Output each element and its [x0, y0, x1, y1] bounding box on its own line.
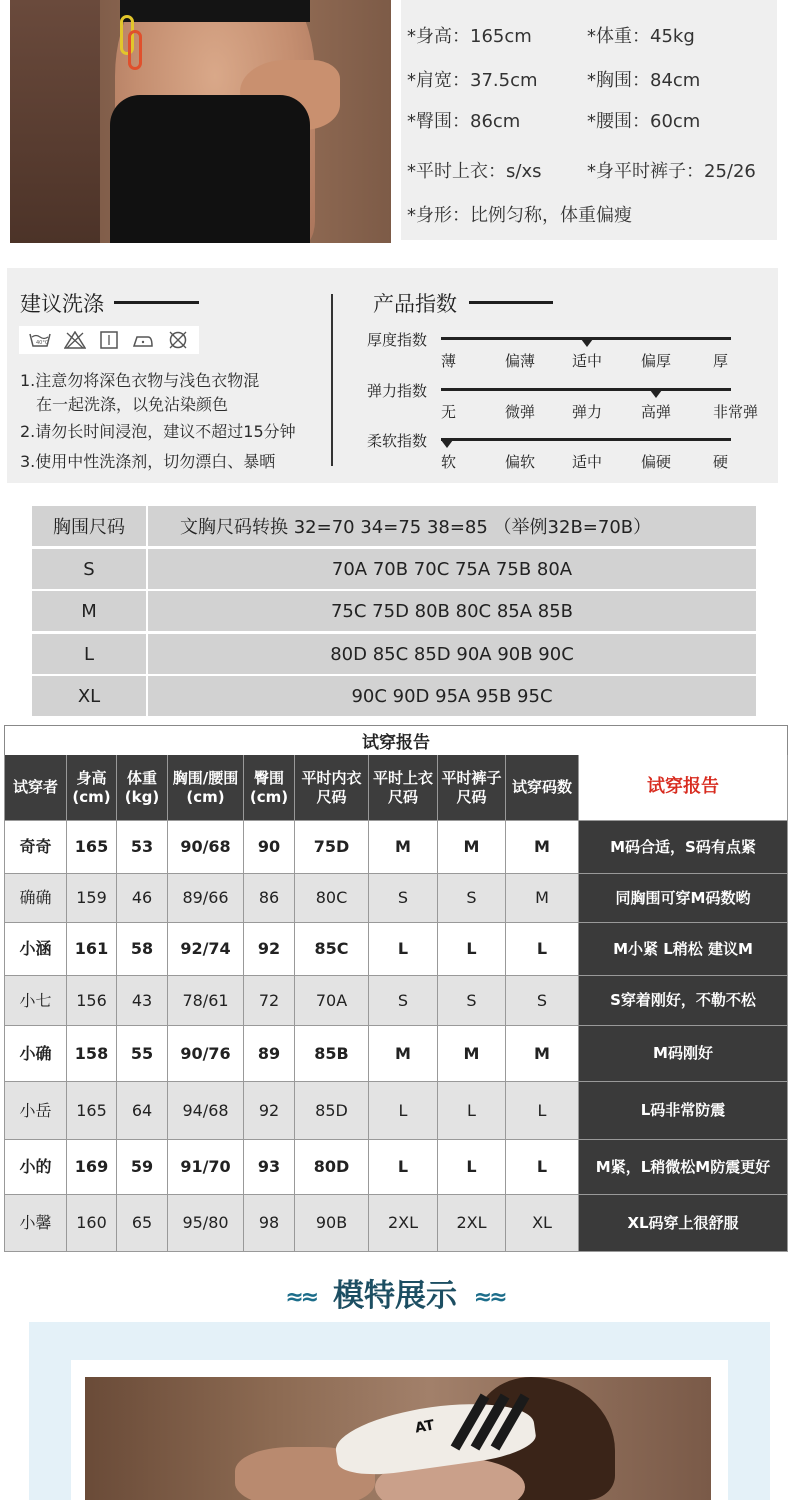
bra-header-size: 胸围尺码 — [32, 506, 146, 546]
softness-option: 适中 — [572, 453, 603, 471]
model-top-size: *平时上衣：s/xs — [407, 161, 542, 182]
header-usual-bra-size: 平时内衣 尺码 — [295, 755, 369, 821]
thickness-option: 偏薄 — [505, 352, 536, 370]
thickness-option: 厚 — [713, 352, 729, 370]
header-tester-bust-waist: 胸围/腰围 (cm) — [168, 755, 244, 821]
tester-weight: 59 — [117, 1140, 168, 1195]
tester-hip: 93 — [244, 1140, 295, 1195]
wave-right-icon: ≈≈ — [473, 1285, 505, 1310]
trial-size: M — [506, 874, 579, 923]
thickness-index-label: 厚度指数 — [367, 331, 428, 349]
tester-name: 小确 — [4, 1026, 67, 1082]
usual-pants-size: 2XL — [438, 1195, 506, 1252]
usual-pants-size: L — [438, 1140, 506, 1195]
tester-height: 165 — [67, 1082, 117, 1140]
model-pants-size: *身平时裤子：25/26 — [587, 161, 756, 182]
thickness-option: 偏厚 — [641, 352, 672, 370]
trial-size: L — [506, 923, 579, 976]
header-trial-note: 试穿报告 — [579, 755, 788, 821]
trial-size: L — [506, 1082, 579, 1140]
trial-size: XL — [506, 1195, 579, 1252]
tester-height: 161 — [67, 923, 117, 976]
bra-header-convert: 文胸尺码转换 32=70 34=75 38=85 （举例32B=70B） — [148, 506, 756, 546]
trial-size: M — [506, 1026, 579, 1082]
usual-bra-size: 90B — [295, 1195, 369, 1252]
no-dry-clean-icon — [167, 331, 189, 349]
tester-height: 169 — [67, 1140, 117, 1195]
trial-note: XL码穿上很舒服 — [579, 1195, 788, 1252]
bra-size-values: 90C 90D 95A 95B 95C — [148, 676, 756, 716]
model-figure: *身形：比例匀称，体重偏瘦 — [407, 205, 632, 226]
visor-logo-text: AT — [413, 1417, 436, 1437]
usual-pants-size: M — [438, 821, 506, 874]
usual-pants-size: S — [438, 976, 506, 1026]
wash-title: 建议洗涤 — [20, 292, 104, 316]
softness-index-bar — [441, 438, 731, 441]
wash-40-icon — [29, 331, 51, 349]
elasticity-index-bar — [441, 388, 731, 391]
tester-name: 小的 — [4, 1140, 67, 1195]
elasticity-index-label: 弹力指数 — [367, 382, 428, 400]
thickness-option: 适中 — [572, 352, 603, 370]
trial-note: M紧，L稍微松M防震更好 — [579, 1140, 788, 1195]
usual-top-size: L — [369, 1140, 438, 1195]
tester-hip: 72 — [244, 976, 295, 1026]
table-row — [30, 676, 758, 716]
usual-top-size: L — [369, 923, 438, 976]
thickness-index-marker — [581, 339, 593, 347]
tester-name: 小涵 — [4, 923, 67, 976]
model-waist: *腰围：60cm — [587, 111, 701, 132]
header-usual-pants-size: 平时裤子 尺码 — [438, 755, 506, 821]
usual-pants-size: L — [438, 923, 506, 976]
elasticity-option: 弹力 — [572, 403, 603, 421]
wash-note-2: 2.请勿长时间浸泡，建议不超过15分钟 — [20, 422, 296, 441]
tester-height: 165 — [67, 821, 117, 874]
trial-note: S穿着刚好，不勒不松 — [579, 976, 788, 1026]
usual-pants-size: S — [438, 874, 506, 923]
tester-bust-waist: 92/74 — [168, 923, 244, 976]
tester-name: 小七 — [4, 976, 67, 1026]
elasticity-option: 高弹 — [641, 403, 672, 421]
softness-index-marker — [441, 440, 453, 448]
elasticity-option: 微弹 — [505, 403, 536, 421]
trial-report-title: 试穿报告 — [4, 725, 788, 755]
usual-bra-size: 85D — [295, 1082, 369, 1140]
trial-note: M码合适，S码有点紧 — [579, 821, 788, 874]
tester-weight: 55 — [117, 1026, 168, 1082]
care-icons — [19, 326, 199, 354]
bra-size-values: 75C 75D 80B 80C 85A 85B — [148, 591, 756, 631]
trial-note: 同胸围可穿M码数哟 — [579, 874, 788, 923]
table-row — [30, 591, 758, 631]
usual-top-size: S — [369, 874, 438, 923]
tumble-dry-icon — [98, 331, 120, 349]
usual-bra-size: 85C — [295, 923, 369, 976]
trial-size: M — [506, 821, 579, 874]
model-height: *身高：165cm — [407, 26, 532, 47]
usual-bra-size: 70A — [295, 976, 369, 1026]
model-hip: *臀围：86cm — [407, 111, 521, 132]
tester-height: 160 — [67, 1195, 117, 1252]
tester-hip: 92 — [244, 923, 295, 976]
softness-index-label: 柔软指数 — [367, 432, 428, 450]
index-title: 产品指数 — [373, 292, 457, 316]
tester-weight: 64 — [117, 1082, 168, 1140]
tester-name: 确确 — [4, 874, 67, 923]
usual-bra-size: 85B — [295, 1026, 369, 1082]
wash-title-underline — [114, 301, 199, 304]
bra-size-label: XL — [32, 676, 146, 716]
panel-divider — [331, 294, 333, 466]
tester-height: 158 — [67, 1026, 117, 1082]
care-index-panel — [7, 268, 778, 483]
tester-height: 156 — [67, 976, 117, 1026]
header-trial-size: 试穿码数 — [506, 755, 579, 821]
model-bust: *胸围：84cm — [587, 70, 701, 91]
bra-size-label: S — [32, 549, 146, 589]
elasticity-option: 无 — [441, 403, 457, 421]
tester-hip: 89 — [244, 1026, 295, 1082]
header-usual-top-size: 平时上衣 尺码 — [369, 755, 438, 821]
usual-bra-size: 80D — [295, 1140, 369, 1195]
usual-bra-size: 80C — [295, 874, 369, 923]
tester-bust-waist: 91/70 — [168, 1140, 244, 1195]
trial-size: L — [506, 1140, 579, 1195]
showcase-title — [0, 1270, 790, 1315]
tester-bust-waist: 90/68 — [168, 821, 244, 874]
tester-hip: 98 — [244, 1195, 295, 1252]
bra-size-label: M — [32, 591, 146, 631]
softness-option: 偏硬 — [641, 453, 672, 471]
usual-top-size: M — [369, 821, 438, 874]
tester-hip: 92 — [244, 1082, 295, 1140]
trial-size: S — [506, 976, 579, 1026]
header-tester-height: 身高 (cm) — [67, 755, 117, 821]
model-info-panel — [401, 0, 777, 240]
usual-bra-size: 75D — [295, 821, 369, 874]
table-row — [30, 549, 758, 589]
tester-bust-waist: 94/68 — [168, 1082, 244, 1140]
model-photo-showcase — [85, 1377, 711, 1500]
bra-size-label: L — [32, 634, 146, 674]
tester-bust-waist: 89/66 — [168, 874, 244, 923]
usual-top-size: 2XL — [369, 1195, 438, 1252]
wash-note-3: 3.使用中性洗涤剂，切勿漂白、暴晒 — [20, 452, 276, 471]
tester-bust-waist: 78/61 — [168, 976, 244, 1026]
showcase-title-text: 模特展示 — [333, 1278, 457, 1314]
usual-top-size: M — [369, 1026, 438, 1082]
usual-pants-size: L — [438, 1082, 506, 1140]
usual-top-size: S — [369, 976, 438, 1026]
header-tester-weight: 体重 (kg) — [117, 755, 168, 821]
bra-size-values: 80D 85C 85D 90A 90B 90C — [148, 634, 756, 674]
thickness-option: 薄 — [441, 352, 457, 370]
trial-note: M小紧 L稍松 建议M — [579, 923, 788, 976]
bra-size-values: 70A 70B 70C 75A 75B 80A — [148, 549, 756, 589]
softness-option: 偏软 — [505, 453, 536, 471]
tester-bust-waist: 90/76 — [168, 1026, 244, 1082]
no-bleach-icon — [64, 331, 86, 349]
elasticity-option: 非常弹 — [713, 403, 759, 421]
trial-note: M码刚好 — [579, 1026, 788, 1082]
tester-weight: 46 — [117, 874, 168, 923]
tester-bust-waist: 95/80 — [168, 1195, 244, 1252]
model-photo-top — [10, 0, 391, 243]
table-row — [30, 634, 758, 674]
tester-weight: 58 — [117, 923, 168, 976]
softness-option: 硬 — [713, 453, 729, 471]
wave-left-icon: ≈≈ — [285, 1285, 317, 1310]
index-title-underline — [469, 301, 553, 304]
softness-option: 软 — [441, 453, 457, 471]
tester-name: 小馨 — [4, 1195, 67, 1252]
wash-note-1a: 1.注意勿将深色衣物与浅色衣物混 — [20, 371, 260, 390]
model-shoulder: *肩宽：37.5cm — [407, 70, 538, 91]
model-weight: *体重：45kg — [587, 26, 695, 47]
header-tester-hip: 臀围 (cm) — [244, 755, 295, 821]
iron-icon — [132, 331, 154, 349]
header-tester-name: 试穿者 — [4, 755, 67, 821]
tester-name: 奇奇 — [4, 821, 67, 874]
tester-weight: 65 — [117, 1195, 168, 1252]
elasticity-index-marker — [650, 390, 662, 398]
tester-weight: 43 — [117, 976, 168, 1026]
trial-note: L码非常防震 — [579, 1082, 788, 1140]
usual-top-size: L — [369, 1082, 438, 1140]
tester-height: 159 — [67, 874, 117, 923]
wash-note-1b: 在一起洗涤，以免沾染颜色 — [36, 395, 229, 414]
wash-temp-label: 40°C — [36, 340, 49, 346]
tester-name: 小岳 — [4, 1082, 67, 1140]
tester-hip: 86 — [244, 874, 295, 923]
tester-weight: 53 — [117, 821, 168, 874]
bra-size-header — [30, 506, 758, 546]
tester-hip: 90 — [244, 821, 295, 874]
usual-pants-size: M — [438, 1026, 506, 1082]
